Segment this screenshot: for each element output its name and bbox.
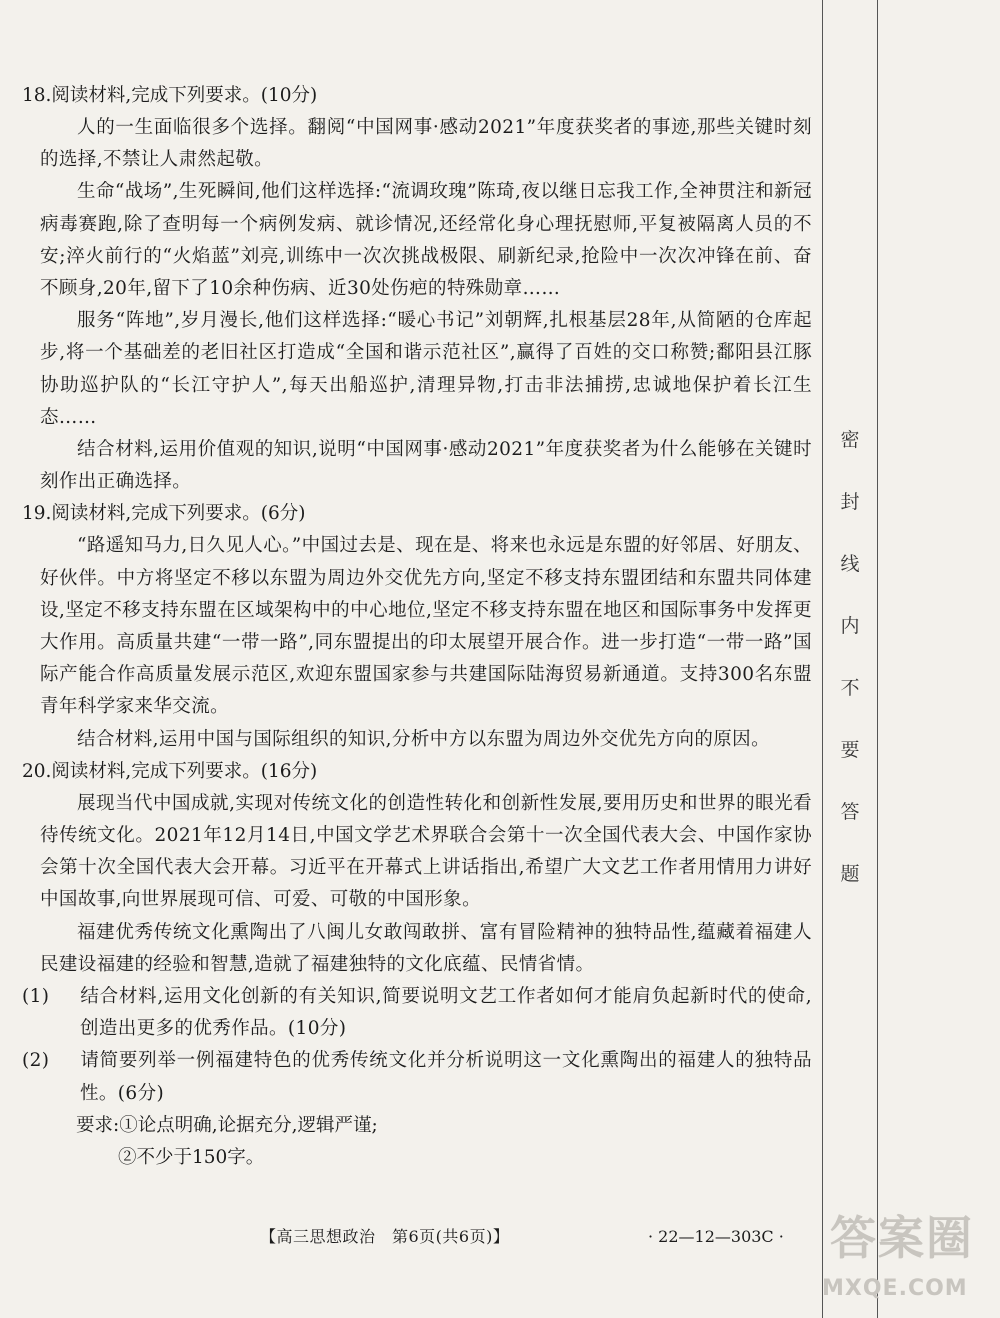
seal-notice <box>823 425 877 921</box>
question-19 <box>22 498 812 755</box>
paragraph: 展现当代中国成就,实现对传统文化的创造性转化和创新性发展,要用历史和世界的眼光看待传统文化。2021年12月14日,中国文学艺术界联合会第十一次全国代表大会、中国作家协会第十次全国代表大会开幕。习近平在开幕式上讲话指出,希望广大文艺工作者用情用力讲好中国故事,向世界展现可信、可爱、可敬的中国形象。 <box>40 792 812 911</box>
paragraph: 服务“阵地”,岁月漫长,他们这样选择:“暖心书记”刘朝辉,扎根基层28年,从简陋的仓库起步,将一个基础差的老旧社区打造成“全国和谐示范社区”,赢得了百姓的交口称赞;鄱阳县江豚协助巡护队的“长江守护人”,每天出船巡护,清理异物,打击非法捕捞,忠诚地保护着长江生态…… <box>40 310 812 428</box>
watermark-logo: 答案圈 <box>830 1211 974 1265</box>
seal-char: 内 <box>840 615 860 637</box>
question-title: 18.阅读材料,完成下列要求。(10分) <box>22 85 318 106</box>
question-20 <box>22 756 812 1174</box>
question-prompt: 结合材料,运用中国与国际组织的知识,分析中方以东盟为周边外交优先方向的原因。 <box>77 728 770 750</box>
question-18 <box>22 80 812 498</box>
requirement-1: 要求:①论点明确,论据充分,逻辑严谨; <box>76 1114 378 1136</box>
footer-code: · 22—12—303C · <box>648 1227 784 1246</box>
page-footer <box>0 1225 822 1249</box>
seal-char: 题 <box>840 863 860 885</box>
paragraph: 福建优秀传统文化熏陶出了八闽儿女敢闯敢拼、富有冒险精神的独特品性,蕴藏着福建人民建设福建的经验和智慧,造就了福建独特的文化底蕴、民情省情。 <box>40 921 812 975</box>
question-prompt: 结合材料,运用价值观的知识,说明“中国网事·感动2021”年度获奖者为什么能够在关键时刻作出正确选择。 <box>40 439 812 493</box>
sub-question-text: 结合材料,运用文化创新的有关知识,简要说明文艺工作者如何才能肩负起新时代的使命,创造出更多的优秀作品。(10分) <box>80 986 812 1040</box>
paragraph: 人的一生面临很多个选择。翻阅“中国网事·感动2021”年度获奖者的事迹,那些关键时刻的选择,不禁让人肃然起敬。 <box>40 117 812 171</box>
seal-char: 密 <box>840 429 860 451</box>
sub-question-text: 请简要列举一例福建特色的优秀传统文化并分析说明这一文化熏陶出的福建人的独特品性。(6分) <box>80 1050 812 1104</box>
watermark-site: MXQE.COM <box>822 1276 968 1301</box>
seal-char: 线 <box>840 553 860 575</box>
requirement-2: ②不少于150字。 <box>118 1147 265 1169</box>
paragraph: 生命“战场”,生死瞬间,他们这样选择:“流调玫瑰”陈琦,夜以继日忘我工作,全神贯注和新冠病毒赛跑,除了查明每一个病例发病、就诊情况,还经常化身心理抚慰师,平复被隔离人员的不安;淬火前行的“火焰蓝”刘亮,训练中一次次挑战极限、刷新纪录,抢险中一次次冲锋在前、奋不顾身,20年,留下了10余种伤病、近30处伤疤的特殊勋章…… <box>40 181 812 300</box>
watermark <box>820 1200 1000 1318</box>
question-title: 20.阅读材料,完成下列要求。(16分) <box>22 760 318 782</box>
question-title: 19.阅读材料,完成下列要求。(6分) <box>22 503 306 525</box>
sub-question-number: (2) <box>22 1050 50 1072</box>
footer-page-info: 【高三思想政治 第6页(共6页)】 <box>260 1227 510 1246</box>
seal-char: 答 <box>840 801 860 823</box>
paragraph: “路遥知马力,日久见人心。”中国过去是、现在是、将来也永远是东盟的好邻居、好朋友、好伙伴。中方将坚定不移以东盟为周边外交优先方向,坚定不移支持东盟团结和东盟共同体建设,坚定不移支持东盟在区域架构中的中心地位,坚定不移支持东盟在地区和国际事务中发挥更大作用。高质量共建“一带一路”,同东盟提出的印太展望开展合作。进一步打造“一带一路”国际产能合作高质量发展示范区,欢迎东盟国家参与共建国际陆海贸易新通道。支持300名东盟青年科学家来华交流。 <box>40 535 812 718</box>
seal-char: 要 <box>840 739 860 761</box>
seal-line-column <box>822 0 878 1318</box>
questions <box>22 80 812 1174</box>
seal-char: 不 <box>840 677 860 699</box>
sub-question-2 <box>22 1045 812 1109</box>
sub-question-1 <box>22 981 812 1045</box>
seal-char: 封 <box>840 491 860 513</box>
sub-question-number: (1) <box>22 986 50 1008</box>
